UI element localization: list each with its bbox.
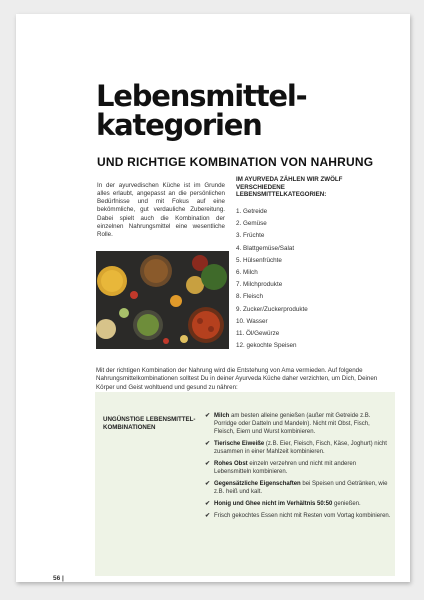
- combination-item: [205, 441, 391, 457]
- combination-item: [205, 501, 391, 509]
- combination-item: [205, 413, 391, 436]
- category-item: 5. Hülsenfrüchte: [236, 256, 282, 264]
- category-item: 10. Wasser: [236, 317, 268, 325]
- category-item: 11. Öl/Gewürze: [236, 329, 280, 337]
- combination-item-text: einzeln verzehren und nicht mit anderen Lebensmitteln kombinieren.: [214, 460, 357, 475]
- checkmark-icon: ✔: [205, 460, 211, 467]
- category-item: 1. Getreide: [236, 208, 268, 215]
- page: [16, 14, 410, 582]
- categories-list: [236, 206, 308, 352]
- page-title: [96, 79, 307, 142]
- unfavorable-heading: UNGÜNSTIGE LEBENSMITTEL-KOMBINATIONEN: [103, 416, 196, 431]
- categories-heading: IM AYURVEDA ZÄHLEN WIR ZWÖLF VERSCHIEDENE LEBENSMITTELKATEGORIEN:: [236, 176, 343, 199]
- body-paragraph: Mit der richtigen Kombination der Nahrung wird die Entstehung von Ama vermieden. Auf folgende Nahrungsmittelkombinationen solltest Du in deiner Ayurveda Küche daher verzichten, um Dich, Deinen Körper und Geist wohltuend und gesund zu nähren:: [96, 367, 378, 391]
- category-item: 12. gekochte Speisen: [236, 342, 297, 350]
- combination-item: [205, 513, 391, 521]
- combination-item-bold: Honig und Ghee nicht im Verhältnis 50:50: [214, 501, 333, 508]
- category-item: 6. Milch: [236, 268, 258, 276]
- title-line-1: Lebensmittel-: [96, 79, 307, 113]
- combination-item-text: Frisch gekochtes Essen nicht mit Resten vom Vortag kombinieren.: [214, 513, 391, 520]
- unfavorable-combinations-box: [95, 392, 395, 576]
- combination-item-text: (z.B. Eier, Fleisch, Fisch, Käse, Joghurt) nicht zusammen in einer Mahlzeit kombinieren.: [214, 440, 387, 455]
- checkmark-icon: ✔: [205, 481, 211, 488]
- food-photo-illustration: [96, 251, 229, 349]
- checkmark-icon: ✔: [205, 413, 211, 419]
- combination-item-text: genießen.: [332, 501, 361, 508]
- combination-item-text: am besten alleine genießen (außer mit Getreide z.B. Porridge oder Datteln und Mandeln). Nicht mit Obst, Fisch, Fleisch, Eiern und Wurst kombinieren.: [214, 413, 371, 435]
- title-line-2: kategorien: [96, 108, 262, 142]
- category-item: 4. Blattgemüse/Salat: [236, 244, 295, 252]
- checkmark-icon: ✔: [205, 501, 211, 508]
- checkmark-icon: ✔: [205, 440, 211, 447]
- category-item: 7. Milchprodukte: [236, 281, 283, 289]
- unfavorable-list: [205, 413, 391, 526]
- combination-item-bold: Tierische Eiweiße: [214, 440, 265, 447]
- combination-item-text: bei Speisen und Getränken, wie z.B. heiß und kalt.: [214, 481, 388, 495]
- category-item: 2. Gemüse: [236, 220, 267, 228]
- checkmark-icon: ✔: [205, 513, 211, 520]
- category-item: 8. Fleisch: [236, 293, 263, 301]
- combination-item-bold: Gegensätzliche Eigenschaften: [214, 481, 301, 488]
- category-item: 9. Zucker/Zuckerprodukte: [236, 305, 308, 313]
- combination-item-bold: Milch: [214, 413, 230, 419]
- food-photo: [96, 251, 229, 349]
- intro-paragraph: In der ayurvedischen Küche ist im Grunde alles erlaubt, angepasst an die persönlichen Bedürfnisse und mit Fokus auf eine bekömmliche, gut verdauliche Zubereitung. Dabei spielt auch die Kombination der einzelnen Nahrungsmittel eine wesentliche Rolle.: [97, 182, 225, 238]
- combination-item-bold: Rohes Obst: [214, 460, 248, 467]
- page-subtitle: UND RICHTIGE KOMBINATION VON NAHRUNG: [97, 155, 374, 169]
- category-item: 3. Früchte: [236, 232, 265, 240]
- combination-item: [205, 461, 391, 477]
- combination-item: [205, 481, 391, 497]
- page-number: 56 |: [53, 575, 64, 582]
